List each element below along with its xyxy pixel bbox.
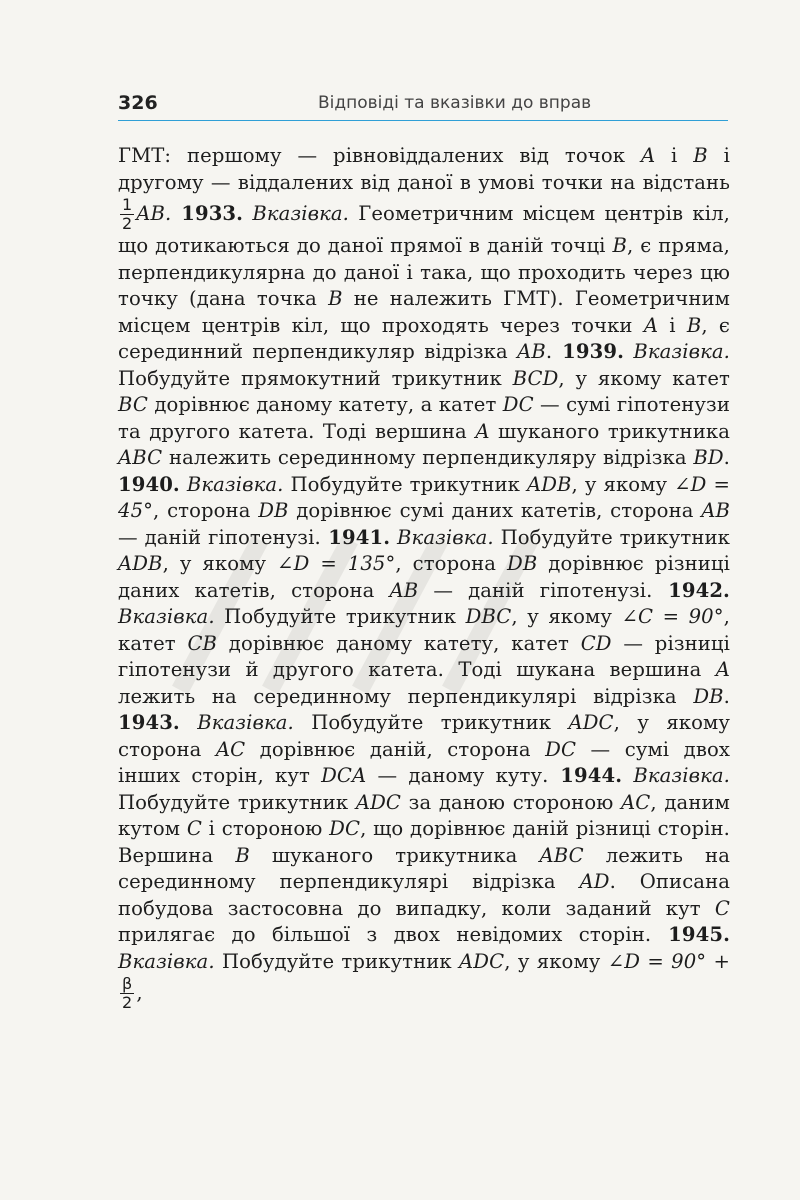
text-run: , у якому	[571, 472, 675, 496]
text-run: , у якому катет	[558, 366, 730, 390]
text-run: , у якому	[504, 949, 608, 973]
text-run: дорівнює даній, сторона	[245, 737, 546, 761]
frac-den: 2	[122, 214, 133, 233]
var: B	[686, 313, 702, 337]
text-run: Геометричним місцем центрів кіл, що дотикаються до даної прямої в даній точці	[118, 202, 730, 257]
var: A	[475, 419, 490, 443]
frac-num: 1	[122, 195, 133, 214]
text-run: Побудуйте прямокутний трикутник	[118, 366, 513, 390]
var: ADC	[568, 711, 614, 734]
text-run: , у якому сторона	[118, 711, 730, 761]
text-run: Побудуйте трикутник	[214, 949, 460, 973]
exercise-number: 1942.	[652, 578, 730, 602]
exercise-number: 1945.	[651, 923, 730, 946]
text-run: шуканого трикутника	[249, 843, 540, 867]
text-run: — сумі гіпотенузи та другого катета. Тоді вершина	[118, 393, 730, 443]
var: AD	[579, 870, 610, 893]
exercise-number: 1933.	[171, 202, 244, 225]
text-run: — різниці гіпотенузи й другого катета. Тоді шукана вершина	[118, 631, 730, 681]
var: AB	[701, 499, 730, 522]
hint-label: Вказівка.	[390, 525, 494, 549]
var: DB	[258, 499, 289, 522]
angle-expression: ∠D = 90° +	[607, 949, 730, 973]
exercise-number: 1943.	[118, 711, 180, 734]
text-run: , сторона	[395, 552, 508, 575]
var: A	[715, 658, 730, 681]
running-title: Відповіді та вказівки до вправ	[318, 93, 592, 113]
text-run: дорівнює різниці даних катетів, сторона	[118, 552, 730, 602]
text-run: і	[658, 313, 687, 337]
var: AB.	[136, 202, 172, 225]
var: CB	[187, 631, 218, 655]
text-run: , є пряма, перпендикулярна до даної і така, що проходить через цю точку (дана точка	[118, 234, 730, 310]
var: DB	[693, 684, 724, 708]
hint-label: Вказівка.	[118, 605, 215, 628]
angle-expression: ∠C = 90°	[621, 605, 724, 628]
text-run: — даній гіпотенузі.	[418, 578, 653, 602]
var: C	[186, 817, 202, 840]
text-run: належить серединному перпендикуляру відрізка	[162, 446, 694, 469]
var: C	[714, 896, 730, 920]
angle-expression: ∠D = 135°	[277, 552, 396, 575]
text-run: дорівнює даному катету, а катет	[147, 393, 503, 416]
fraction-beta-half	[120, 975, 134, 1012]
text-run: , що дорівнює даній різниці сторін. Вершина	[118, 817, 731, 867]
var: CD	[580, 631, 612, 655]
text-run: Побудуйте трикутник	[118, 790, 356, 814]
var: ABC	[539, 843, 584, 867]
text-run: Побудуйте трикутник	[214, 605, 466, 628]
exercise-number: 1940.	[118, 472, 180, 496]
fraction-one-half	[120, 196, 134, 233]
var: ADC	[355, 790, 401, 814]
answers-text	[118, 143, 730, 1012]
text-run: . Описана побудова застосовна до випадку, коли заданий кут	[118, 870, 731, 920]
var: B	[612, 234, 627, 257]
text-run: Побудуйте трикутник	[293, 711, 569, 734]
text-run: дорівнює сумі даних катетів, сторона	[288, 499, 702, 522]
text-run: шуканого трикутника	[489, 419, 730, 443]
var: B	[235, 843, 250, 867]
var: DC	[545, 737, 577, 761]
text-run: і	[655, 144, 694, 167]
frac-den: 2	[122, 993, 133, 1012]
answer-paragraph	[118, 143, 730, 1012]
var: AB	[389, 578, 419, 602]
var: ADB	[118, 552, 163, 575]
text-run: , є серединний перпендикуляр відрізка	[118, 313, 730, 363]
text-run: ГМТ: першому — рівновіддалених від точок	[118, 144, 641, 167]
var: ADB	[526, 472, 572, 496]
text-run: , катет	[118, 605, 730, 655]
var: DC	[502, 393, 534, 416]
text-run: лежить на серединному перпендикулярі відрізка	[118, 843, 730, 893]
hint-label: Вказівка.	[179, 711, 294, 734]
var: ABC	[118, 446, 163, 469]
text-run: , сторона	[153, 499, 259, 522]
text-run: .	[545, 340, 553, 363]
exercise-number: 1944.	[548, 764, 623, 787]
var: AC	[621, 790, 651, 814]
var: ADC	[459, 949, 505, 973]
var: DBC	[465, 605, 512, 628]
text-run: .	[723, 446, 730, 469]
var: DB	[507, 552, 538, 575]
var: DCA	[321, 764, 367, 787]
var: BC	[118, 393, 148, 416]
var: BCD	[512, 366, 559, 390]
var: A	[640, 144, 656, 167]
var: B	[693, 144, 708, 167]
angle-expression: ∠D = 45°	[118, 472, 730, 522]
text-run: прилягає до більшої з двох невідомих сторін.	[118, 923, 652, 946]
exercise-number: 1939.	[552, 340, 625, 363]
var: BD	[693, 446, 724, 469]
text-run: Побудуйте трикутник	[493, 525, 730, 549]
text-run: — даному куту.	[366, 764, 549, 787]
text-run: і другому — віддалених від даної в умові точки на відстань	[118, 144, 731, 194]
var: B	[328, 287, 343, 310]
text-run: за даною стороною	[401, 790, 622, 814]
text-run: , у якому	[162, 552, 278, 575]
var: A	[643, 313, 659, 337]
var: AB	[517, 340, 546, 363]
text-run: , у якому	[511, 605, 622, 628]
var: AC	[215, 737, 246, 761]
text-run: , даним кутом	[118, 790, 730, 840]
text-run: .	[723, 684, 730, 708]
frac-num: β	[122, 974, 133, 993]
text-run: — даній гіпотенузі.	[118, 525, 321, 549]
text-run: лежить на серединному перпендикулярі відрізка	[118, 684, 694, 708]
text-run: — сумі двох інших сторін, кут	[118, 737, 730, 787]
text-run: дорівнює даному катету, катет	[217, 631, 581, 655]
text-run: Побудуйте трикутник	[283, 472, 527, 496]
page-header	[118, 92, 728, 121]
page-number: 326	[118, 92, 158, 114]
text-run: не належить ГМТ). Геометричним місцем центрів кіл, що проходять через точки	[118, 287, 730, 337]
hint-label: Вказівка.	[179, 472, 284, 496]
text-run: і стороною	[201, 817, 330, 840]
text-run: ,	[136, 981, 143, 1004]
hint-label: Вказівка.	[624, 340, 730, 363]
hint-label: Вказівка.	[622, 764, 731, 787]
exercise-number: 1941.	[320, 525, 391, 549]
var: DC	[329, 817, 361, 840]
hint-label: Вказівка.	[118, 949, 215, 973]
hint-label: Вказівка.	[243, 202, 350, 225]
